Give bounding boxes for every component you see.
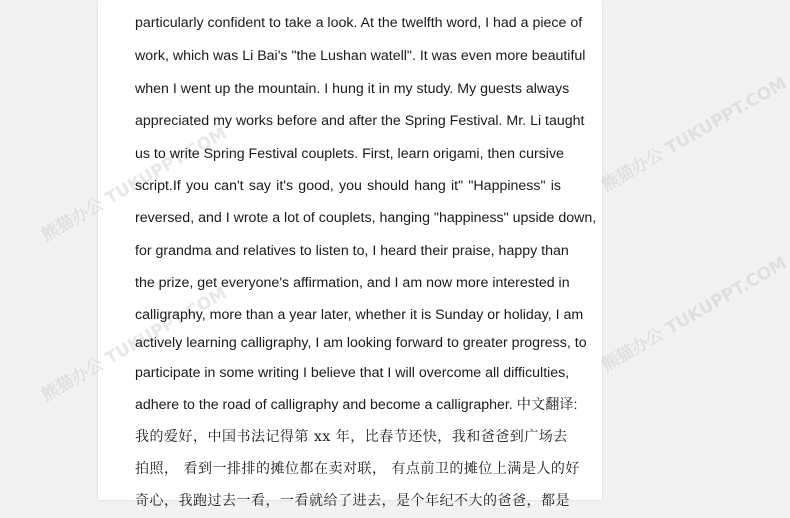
watermark: 熊猫办公 TUKUPPT.COM	[38, 283, 231, 406]
text-line: participate in some writing I believe that I will overcome all difficulties,	[135, 365, 570, 381]
text-line: actively learning calligraphy, I am looking forward to greater progress, to	[135, 335, 587, 351]
watermark: 熊猫办公 TUKUPPT.COM	[598, 73, 790, 196]
text-line: for grandma and relatives to listen to, I heard their praise, happy than	[135, 243, 569, 259]
text-line: calligraphy, more than a year later, whether it is Sunday or holiday, I am	[135, 307, 584, 323]
text-line: reversed, and I wrote a lot of couplets, hanging "happiness" upside down,	[135, 210, 597, 226]
text-line: 奇心，我跑过去一看，一看就给了进去，是个年纪不大的爸爸，都是	[135, 493, 570, 509]
watermark: 熊猫办公 TUKUPPT.COM	[38, 123, 231, 246]
text-line: the prize, get everyone's affirmation, and I am now more interested in	[135, 275, 570, 291]
text-line: when I went up the mountain. I hung it in my study. My guests always	[135, 81, 570, 97]
text-line: adhere to the road of calligraphy and become a calligrapher. 中文翻译:	[135, 397, 578, 413]
text-line: appreciated my works before and after the Spring Festival. Mr. Li taught	[135, 113, 585, 129]
text-line: particularly confident to take a look. At the twelfth word, I had a piece of	[135, 15, 583, 31]
text-line: work, which was Li Bai's "the Lushan watell". It was even more beautiful	[135, 48, 586, 64]
watermark: 熊猫办公 TUKUPPT.COM	[598, 253, 790, 376]
text-line: 我的爱好，中国书法记得第 xx 年，比春节还快，我和爸爸到广场去	[135, 429, 568, 445]
text-line: us to write Spring Festival couplets. First, learn origami, then cursive	[135, 146, 564, 162]
document-page	[38, 0, 790, 509]
text-line: script.If you can't say it's good, you should hang it" "Happiness" is	[135, 178, 561, 194]
text-line: 拍照， 看到一排排的摊位都在卖对联， 有点前卫的摊位上满是人的好	[135, 461, 580, 477]
